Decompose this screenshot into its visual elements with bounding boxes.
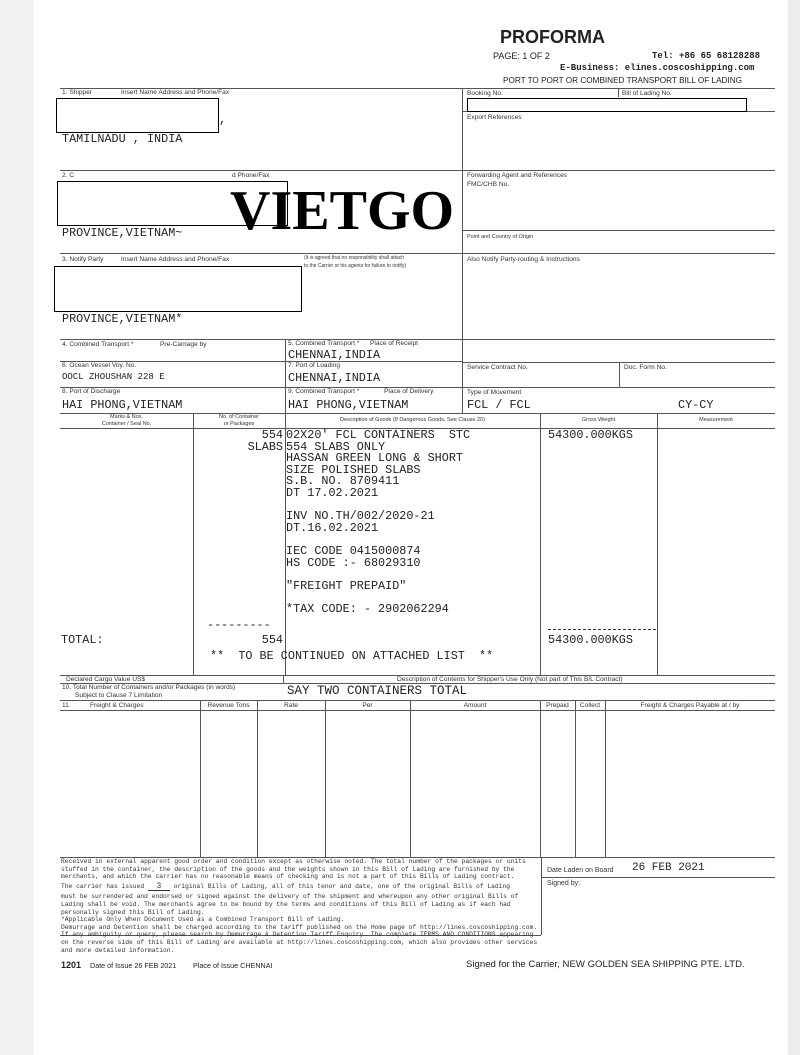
divider: [283, 675, 284, 683]
terms-demurrage: Demurrage and Detention shall be charged according to the tariff published on the Home page of http://lines.coscoshipping.com. If any ambiguity or query, please search by Demurrage & Detention Tariff Enquiry. The complete TERMS AND CONDITIONS appearing on the reverse side of this Bill of Lading are available at http://lines.coscoshipping.com, which also provides other services and more detailed information.: [61, 923, 538, 954]
description-line: S.B. NO. 8709411: [286, 474, 400, 489]
notify-hint: Insert Name Address and Phone/Fax: [121, 256, 230, 263]
terms-issued-post: original Bills of Lading, all of this tenor and date, one of the original Bills of Lading: [173, 882, 511, 890]
marks-header-line1: Marks & Nos.: [109, 414, 143, 420]
divider: [618, 88, 619, 97]
packages-unit: SLABS: [247, 440, 283, 454]
divider: [285, 339, 286, 413]
total-weight: 54300.000KGS: [548, 633, 633, 647]
packages-header: [193, 414, 285, 428]
total-words-sub: Subject to Clause 7 Limitation: [75, 692, 163, 699]
place-of-delivery: HAI PHONG,VIETNAM: [288, 398, 409, 412]
notify-address: PROVINCE,VIETNAM*: [62, 312, 183, 326]
redacted-shipper-name: [56, 98, 219, 133]
consignee-hint: d Phone/Fax: [232, 172, 270, 179]
divider: [657, 413, 658, 675]
port-of-loading: CHENNAI,INDIA: [288, 371, 381, 385]
vessel-label: 6. Ocean Vessel Voy. No.: [62, 362, 137, 369]
also-notify-label: Also Notify Party-routing & Instructions: [467, 256, 580, 263]
gross-weight-header: Gross Weight: [581, 417, 616, 423]
divider: [60, 253, 775, 254]
description-line: HS CODE :- 68029310: [286, 555, 421, 570]
form-code: 1201: [61, 960, 82, 970]
consignee-label: 2. C: [62, 172, 75, 179]
charges-header-prepaid: Prepaid: [546, 702, 569, 709]
pre-carriage-hint: Pre-Carriage by: [160, 341, 207, 348]
divider: [60, 170, 775, 171]
notify-label: 3. Notify Party: [62, 256, 104, 263]
origin-label: Point and Country of Origin: [467, 234, 534, 240]
shipper-label: 1. Shipper: [62, 89, 93, 96]
total-words-label: 10. Total Number of Containers and/or Packages (in words): [62, 684, 236, 691]
marks-header-line2: Container / Seal No.: [101, 421, 152, 427]
divider: [605, 700, 606, 857]
bl-no-label: Bill of Lading No.: [622, 90, 672, 97]
movement-term: CY-CY: [678, 398, 714, 412]
total-label: TOTAL:: [61, 633, 104, 647]
divider: [60, 710, 775, 711]
terms-issued-pre: The carrier has issued: [61, 882, 145, 890]
divider: [540, 413, 541, 675]
signed-by-label: Signed by:: [547, 880, 581, 887]
gross-weight: 54300.000KGS: [548, 428, 633, 442]
total-dashes: ---------: [207, 618, 271, 632]
carrier-ebusiness: E-Business: elines.coscoshipping.com: [560, 63, 755, 73]
divider: [462, 88, 463, 413]
shipper-address: TAMILNADU , INDIA: [62, 132, 183, 146]
divider: [410, 700, 411, 857]
document-type: PORT TO PORT OR COMBINED TRANSPORT BILL OF LADING: [503, 76, 743, 85]
divider: [200, 700, 201, 857]
divider: [257, 700, 258, 857]
document-title: PROFORMA: [500, 27, 605, 47]
divider: [60, 700, 775, 701]
goods-description: [286, 430, 470, 616]
ocean-vessel: OOCL ZHOUSHAN 228 E: [62, 372, 165, 382]
page-number: PAGE: 1 OF 2: [493, 51, 550, 61]
port-of-discharge: HAI PHONG,VIETNAM: [62, 398, 183, 412]
redacted-notify-name: [54, 266, 302, 312]
charges-header-rate: Rate: [284, 702, 298, 709]
charges-header-freight: Freight & Charges: [90, 702, 144, 709]
description-line: DT 17.02.2021: [286, 485, 379, 500]
terms-text: [61, 858, 543, 954]
description-line: *TAX CODE: - 2902062294: [286, 601, 449, 616]
laden-on-board-date: 26 FEB 2021: [632, 862, 705, 874]
carrier-signature-line: Signed for the Carrier, NEW GOLDEN SEA SHIPPING PTE. LTD.: [466, 959, 745, 970]
total-packages: 554: [261, 633, 283, 647]
charges-header-amount: Amount: [463, 702, 487, 709]
receipt-hint: Place of Receipt: [370, 340, 419, 347]
description-line: 02X20' FCL CONTAINERS STC: [286, 428, 471, 442]
divider: [619, 362, 620, 387]
laden-on-board-label: Date Laden on Board: [547, 867, 614, 874]
packages-header-line2: or Packages: [223, 421, 255, 427]
charges-header-collect: Collect: [579, 702, 601, 709]
total-weight-rule: [548, 629, 656, 630]
divider: [540, 700, 541, 857]
total-words-value: SAY TWO CONTAINERS TOTAL: [287, 684, 468, 698]
terms-applicable: *Applicable Only When Document Used as a Combined Transport Bill of Lading.: [61, 916, 345, 924]
discharge-label: 8. Port of Discharge: [62, 388, 121, 395]
description-line: "FREIGHT PREPAID": [286, 578, 407, 593]
originals-count: 3: [148, 883, 170, 892]
packages-count: 554: [261, 428, 283, 442]
notify-note: (It is agreed that no responsibility shall attach: [304, 255, 405, 261]
carrier-tel: Tel: +86 65 68128288: [652, 51, 761, 61]
charges-header-payable: Freight & Charges Payable at / by: [640, 702, 740, 709]
issue-date: Date of Issue 26 FEB 2021: [90, 961, 177, 970]
marks-header: [60, 414, 193, 428]
description-line: HASSAN GREEN LONG & SHORT: [286, 451, 463, 466]
terms-originals-line: [61, 883, 543, 892]
movement-label: Type of Movement: [467, 389, 522, 396]
description-line: SIZE POLISHED SLABS: [286, 462, 421, 477]
measurement-header: Measurement: [699, 417, 733, 423]
contents-description-label: Description of Contents for Shipper's Use Only (Not part of This B/L Contract): [397, 676, 623, 683]
export-references-label: Export References: [467, 114, 522, 121]
booking-no-label: Booking No.: [467, 90, 503, 97]
place-of-receipt: CHENNAI,INDIA: [288, 348, 381, 362]
service-contract-label: Service Contract No.: [467, 364, 528, 371]
divider: [193, 413, 194, 675]
loading-label: 7. Port of Loading: [288, 362, 341, 369]
terms-received: Received in external apparent good order and condition except as otherwise noted. The total number of the packages or units stuffed in the container, the description of the goods and the weights shown in this Bill of Lading are furnished by the merchants, and which the carrier has no reasonable means of checking and is not a part of this Bills of Lading contract.: [61, 858, 526, 881]
description-line: DT.16.02.2021: [286, 520, 379, 535]
divider: [462, 230, 775, 231]
forwarding-agent-label: Forwarding Agent and References: [467, 172, 568, 179]
shipper-hint: Insert Name Address and Phone/Fax: [121, 89, 230, 96]
divider: [541, 877, 775, 878]
description-line: IEC CODE 0415000874: [286, 543, 421, 558]
divider: [575, 700, 576, 857]
description-line: INV NO.TH/002/2020-21: [286, 509, 435, 524]
delivery-label: 9. Combined Transport *: [288, 388, 360, 395]
declared-value-label: Declared Cargo Value US$: [66, 676, 146, 683]
doc-form-label: Doc. Form No.: [624, 364, 667, 371]
charges-header-revenue-tons: Revenue Tons: [207, 702, 250, 709]
delivery-hint: Place of Delivery: [384, 388, 434, 395]
fmc-chb-label: FMC/CHB No.: [467, 181, 510, 188]
description-line: 554 SLABS ONLY: [286, 439, 386, 454]
vietgo-watermark: VIETGO: [230, 180, 455, 242]
terms-surrender: must be surrendered and endorsed or signed against the delivery of the shipment and whereupon any other original Bills of Lading shall be void. The merchants agree to be bound by the terms and conditions of this Bill of Lading as if each had personally signed this Bill of Lading.: [61, 893, 519, 916]
charges-header-per: Per: [362, 702, 373, 709]
receipt-label: 5. Combined Transport *: [288, 340, 360, 347]
packages-header-line1: No. of Container: [218, 414, 260, 420]
redacted-booking-no: [467, 98, 747, 112]
issue-place: Place of Issue CHENNAI: [193, 961, 273, 970]
shipper-comma: ,: [219, 113, 227, 127]
charges-header-number: 11.: [62, 702, 71, 709]
consignee-address: PROVINCE,VIETNAM~: [62, 226, 183, 240]
continued-note: ** TO BE CONTINUED ON ATTACHED LIST **: [210, 649, 494, 663]
divider: [325, 700, 326, 857]
notify-note: to the Carrier or his agents for failure to notify): [304, 263, 406, 269]
pre-carriage-label: 4. Combined Transport *: [62, 341, 134, 348]
description-header: Description of Goods (If Dangerous Goods, See Clause 20): [340, 417, 485, 423]
movement-value: FCL / FCL: [467, 398, 531, 412]
